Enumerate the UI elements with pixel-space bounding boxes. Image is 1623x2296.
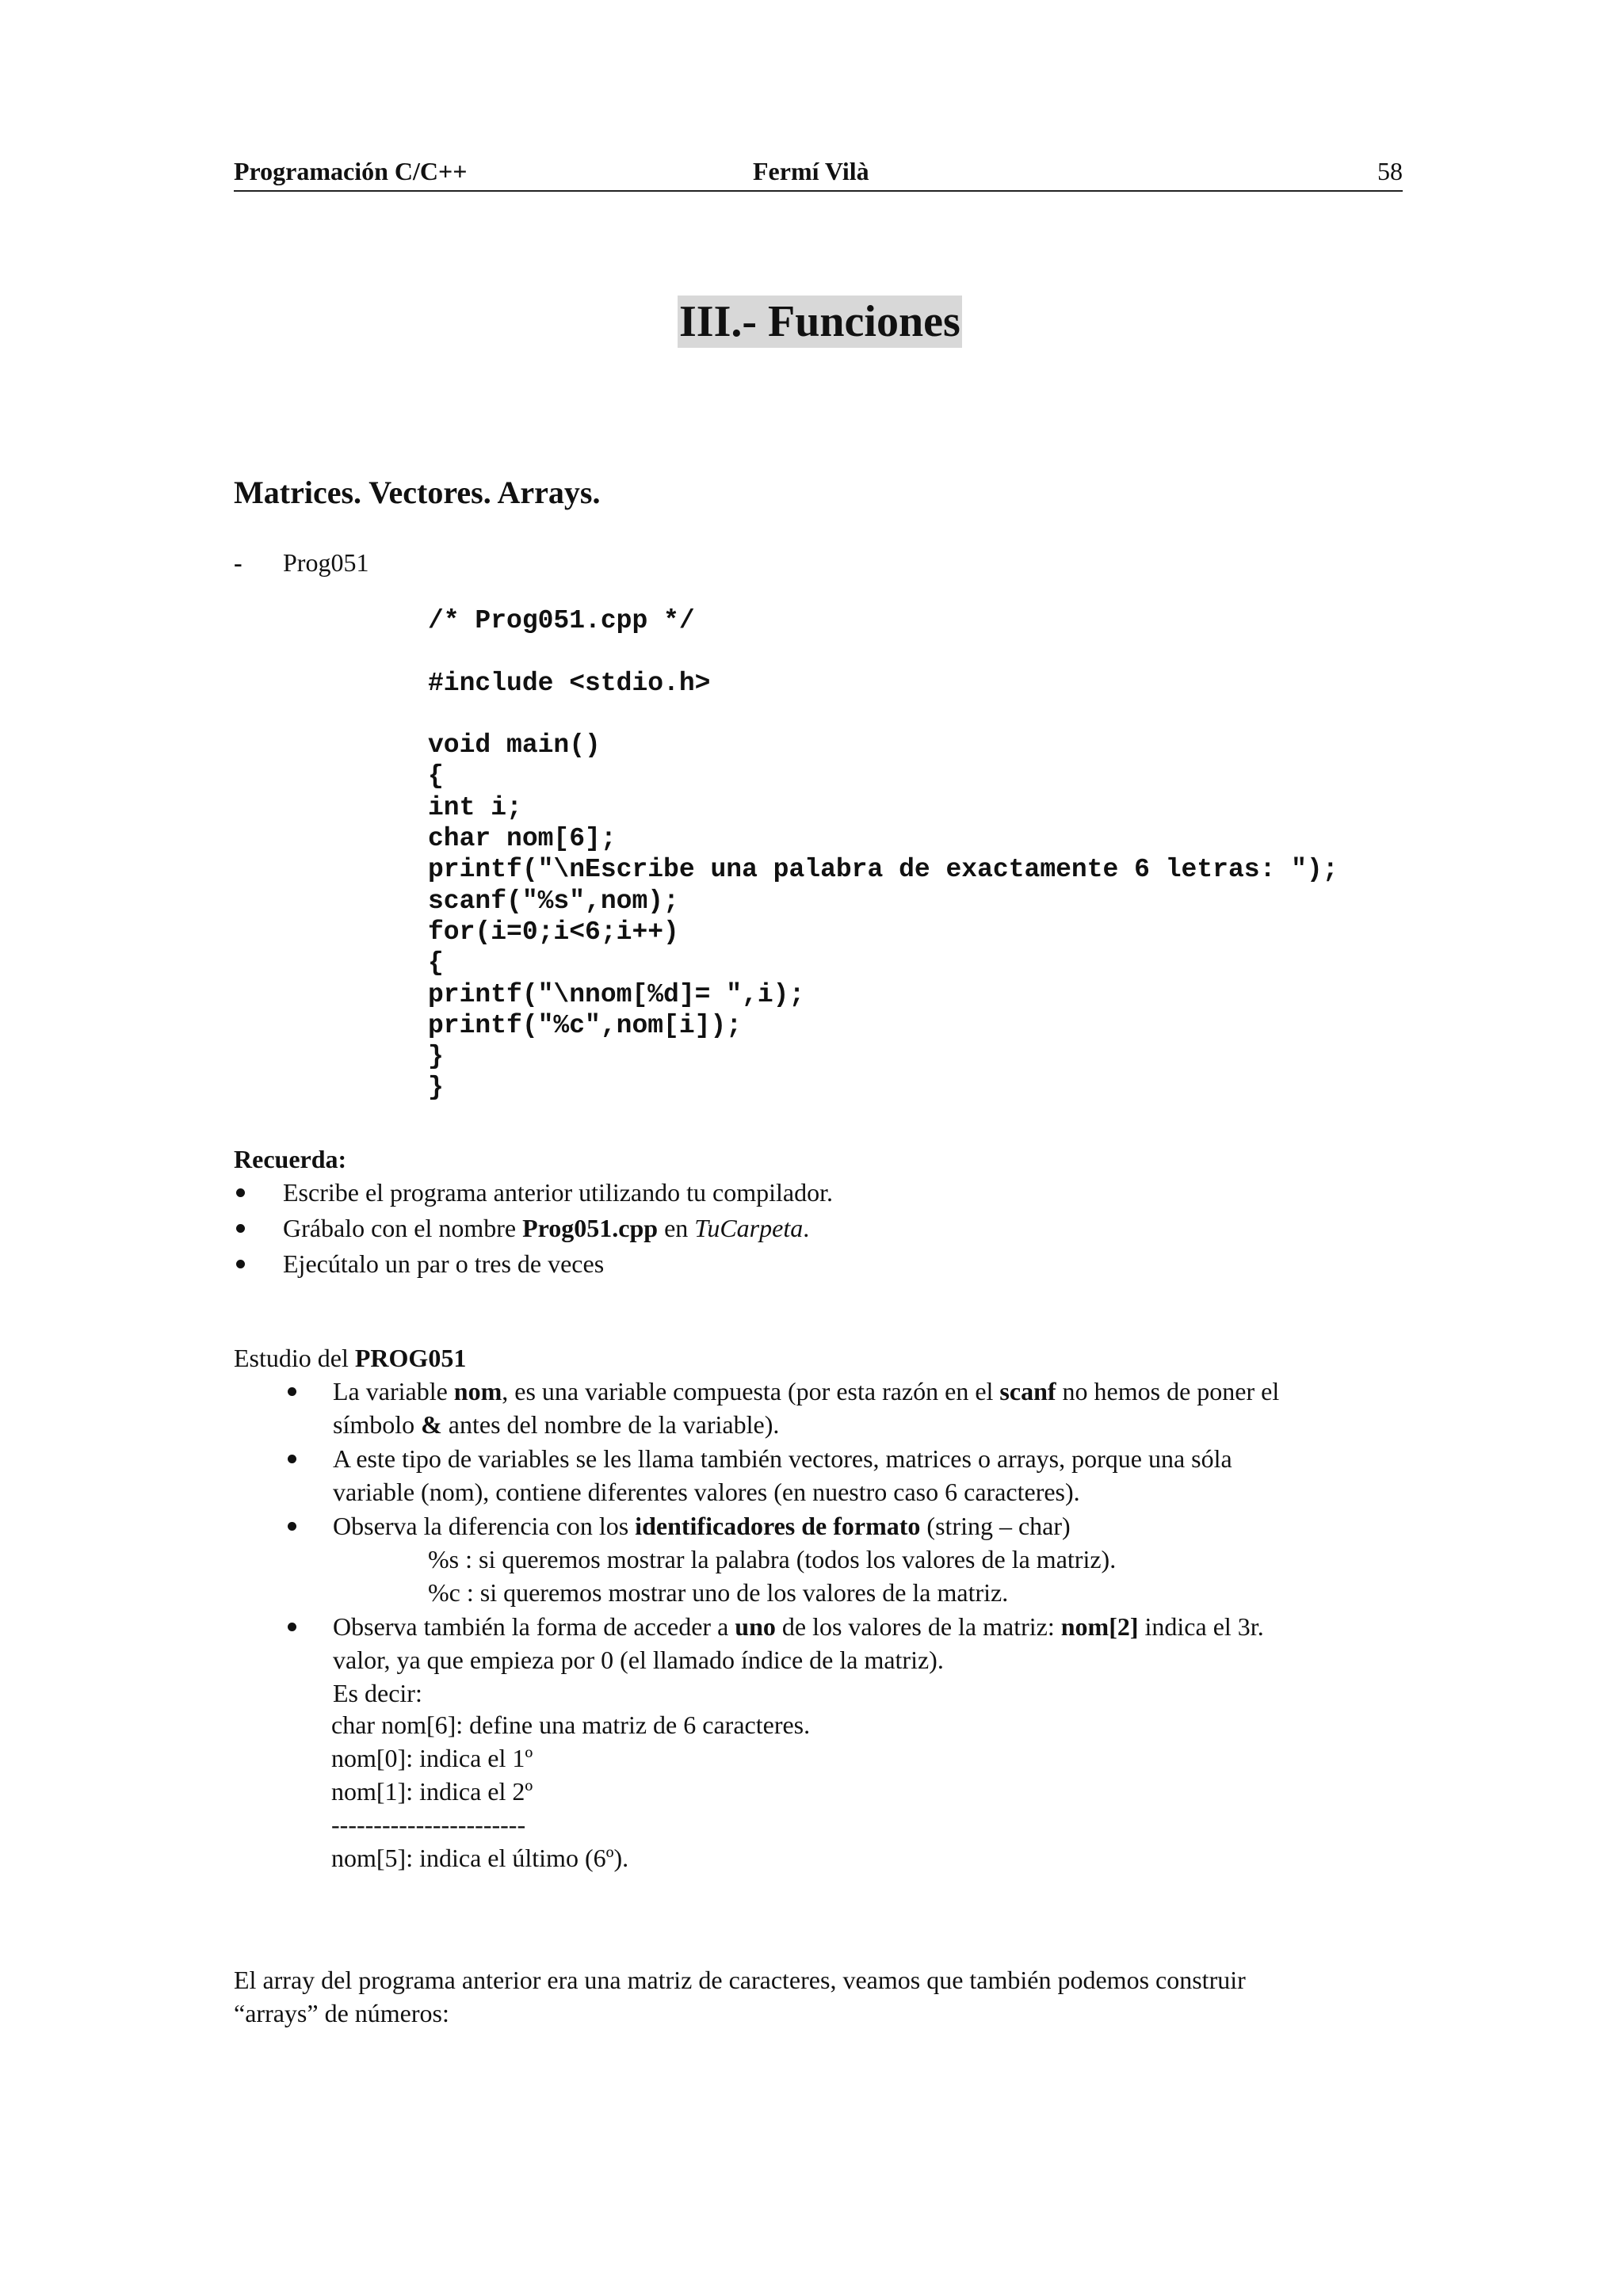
list-item: Ejecútalo un par o tres de veces	[234, 1247, 1423, 1283]
format-specifier-c: %c : si queremos mostrar uno de los valores de la matriz.	[428, 1578, 1009, 1607]
section-heading: Matrices. Vectores. Arrays.	[234, 475, 601, 510]
code-line: printf("\nnom[%d]= ",i);	[428, 979, 805, 1009]
list-item: La variable nom, es una variable compuesta (por esta razón en el scanf no hemos de poner el símbolo & antes del nombre de la variable).	[284, 1375, 1409, 1441]
code-line: /* Prog051.cpp */	[428, 606, 695, 635]
estudio-intro: Estudio del PROG051	[234, 1344, 467, 1372]
code-line: for(i=0;i<6;i++)	[428, 917, 679, 947]
code-line: void main()	[428, 730, 601, 761]
code-line: scanf("%s",nom);	[428, 886, 679, 916]
code-line	[428, 636, 1338, 667]
closing-paragraph: El array del programa anterior era una matriz de caracteres, veamos que también podemos construir “arrays” de números:	[234, 1966, 1246, 2027]
bullet-icon	[288, 1387, 296, 1396]
code-line: int i;	[428, 792, 522, 822]
page-header	[234, 155, 1403, 192]
recuerda-heading: Recuerda:	[234, 1145, 347, 1173]
bullet-icon	[288, 1522, 296, 1531]
code-line: }	[428, 1073, 444, 1103]
list-item: Grábalo con el nombre Prog051.cpp en TuCarpeta.	[234, 1211, 1423, 1247]
estudio-list	[284, 1375, 1409, 1711]
format-specifier-s: %s : si queremos mostrar la palabra (todos los valores de la matriz).	[428, 1545, 1117, 1573]
chapter-title: III.- Funciones	[679, 297, 960, 346]
bullet-icon	[288, 1623, 296, 1631]
code-line	[428, 699, 1338, 730]
list-item: A este tipo de variables se les llama también vectores, matrices o arrays, porque una sóla variable (nom), contiene diferentes valores (en nuestro caso 6 caracteres).	[284, 1442, 1409, 1508]
code-line: printf("%c",nom[i]);	[428, 1010, 743, 1040]
list-dash: -	[234, 548, 242, 577]
code-line: {	[428, 761, 444, 791]
program-label: Prog051	[283, 548, 369, 577]
list-item: Observa la diferencia con los identificadores de formato (string – char) %s : si queremos mostrar la palabra (todos los valores de la matriz). %c : si queremos mostrar uno de los valores de la matriz.	[284, 1509, 1409, 1609]
bullet-icon	[236, 1224, 245, 1233]
bullet-icon	[288, 1455, 296, 1463]
code-line: #include <stdio.h>	[428, 668, 711, 698]
code-line: printf("\nEscribe una palabra de exactamente 6 letras: ");	[428, 855, 1338, 885]
header-page-number: 58	[1377, 157, 1403, 185]
code-block	[428, 605, 1338, 1104]
bullet-icon	[236, 1188, 245, 1197]
recuerda-list	[234, 1176, 1423, 1283]
code-line: {	[428, 948, 444, 978]
array-index-notes: char nom[6]: define una matriz de 6 caracteres. nom[0]: indica el 1º nom[1]: indica el 2º ----------------------- nom[5]: indica el último (6º).	[331, 1711, 811, 1872]
code-line: char nom[6];	[428, 824, 617, 854]
header-book-title: Programación C/C++	[234, 157, 468, 185]
bullet-icon	[236, 1260, 245, 1268]
header-author: Fermí Vilà	[753, 157, 869, 185]
code-line: }	[428, 1042, 444, 1072]
list-item: Escribe el programa anterior utilizando tu compilador.	[234, 1176, 1423, 1211]
list-item: Observa también la forma de acceder a uno de los valores de la matriz: nom[2] indica el 3r. valor, ya que empieza por 0 (el llamado índice de la matriz). Es decir:	[284, 1610, 1409, 1710]
